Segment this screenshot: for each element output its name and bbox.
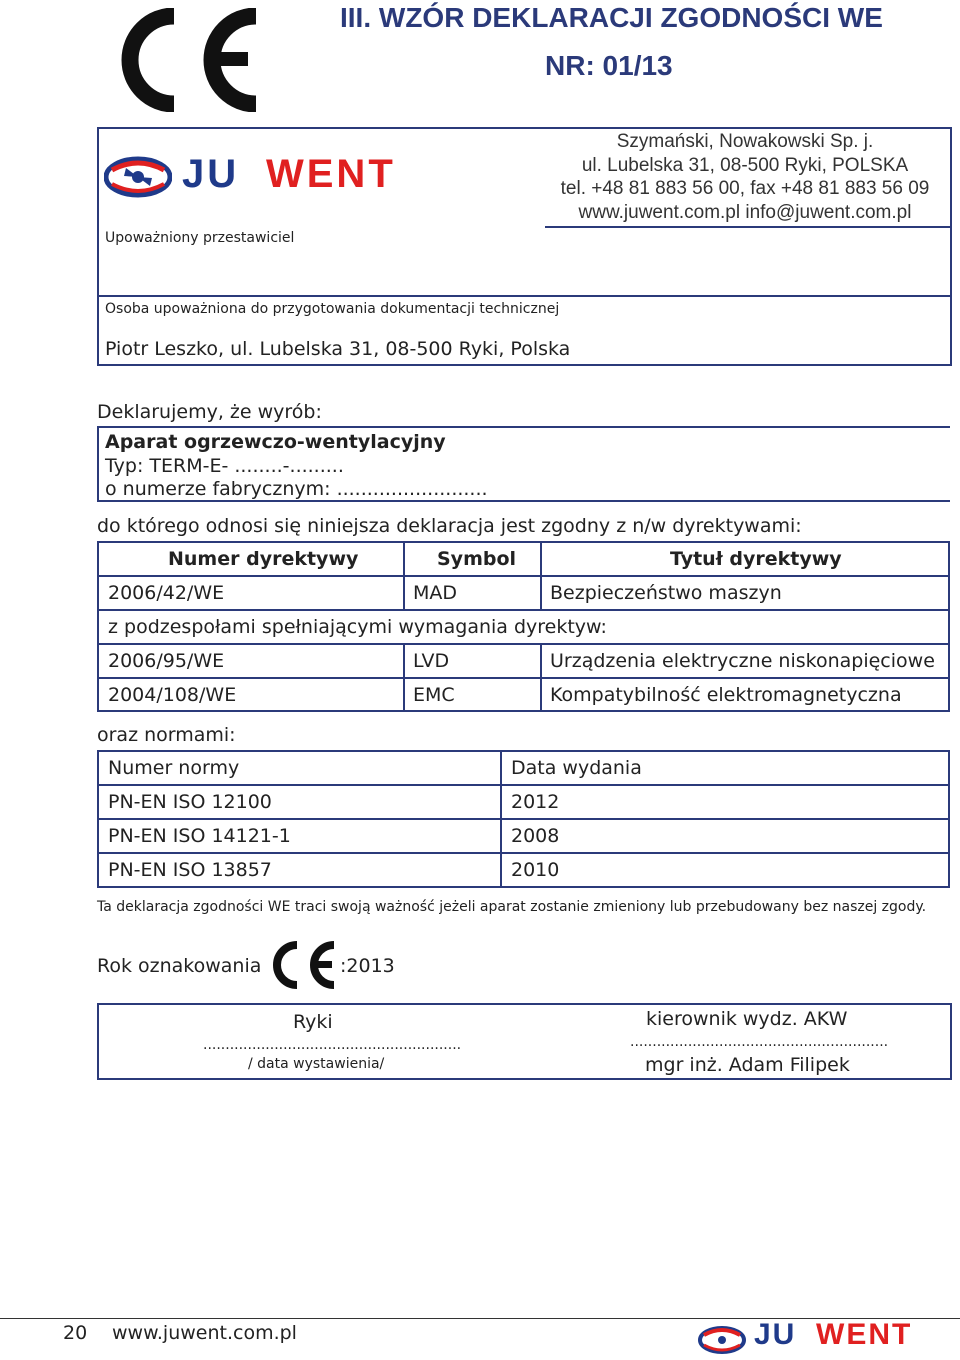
signature-place-dots: .......................................................... [203,1037,462,1053]
fan-emblem-icon [104,156,172,198]
directives-sub-label: z podzespołami spełniającymi wymagania dyrektyw: [108,616,607,638]
standard-date-cell: 2008 [511,825,560,847]
standards-header-date: Data wydania [511,757,642,779]
directives-header-title: Tytuł dyrektywy [670,548,842,570]
product-name: Aparat ogrzewczo-wentylacyjny [105,431,446,453]
directives-row-divider [97,677,950,679]
directives-header-symbol: Symbol [437,548,517,570]
standards-intro: oraz normami: [97,724,236,746]
address-underline [545,226,952,228]
marking-label: Rok oznakowania [97,955,262,977]
standards-row-divider [97,852,950,854]
footer-url[interactable]: www.juwent.com.pl [112,1322,297,1344]
signature-date-label: / data wystawienia/ [248,1056,385,1072]
standard-number-cell: PN-EN ISO 14121-1 [108,825,291,847]
directives-col-divider [540,643,542,712]
directive-symbol-cell: MAD [413,582,458,604]
juwent-logo [104,152,449,200]
directive-title-cell: Bezpieczeństwo maszyn [550,582,782,604]
directives-col-divider [540,541,542,611]
standards-row-divider [97,784,950,786]
footer-page-number: 20 [63,1322,88,1344]
directive-title-cell: Kompatybilność elektromagnetyczna [550,684,902,706]
standards-header-number: Numer normy [108,757,240,779]
logo-word-went: WENT [266,152,396,196]
logo-word-ju: JU [182,152,240,196]
directive-title-cell: Urządzenia elektryczne niskonapięciowe [550,650,935,672]
company-web: www.juwent.com.pl info@juwent.com.pl [578,202,912,223]
directives-row-divider [97,643,950,645]
directive-number-cell: 2006/42/WE [108,582,225,604]
document-title: III. WZÓR DEKLARACJI ZGODNOŚCI WE [340,2,883,33]
declaration-number: NR: 01/13 [545,50,673,81]
directives-col-divider [403,643,405,712]
standard-number-cell: PN-EN ISO 12100 [108,791,272,813]
marking-year: :2013 [340,955,395,977]
directives-header-number: Numer dyrektywy [168,548,359,570]
product-serial: o numerze fabrycznym: ......................... [105,478,488,500]
directive-number-cell: 2006/95/WE [108,650,225,672]
company-name: Szymański, Nowakowski Sp. j. [616,131,874,152]
company-phone: tel. +48 81 883 56 00, fax +48 81 883 56 09 [560,178,930,199]
signature-name: mgr inż. Adam Filipek [645,1054,850,1076]
directive-symbol-cell: LVD [413,650,450,672]
ce-mark-small-logo [270,940,338,990]
standard-number-cell: PN-EN ISO 13857 [108,859,272,881]
directives-row-divider [97,575,950,577]
fan-emblem-icon [698,1325,746,1355]
directive-number-cell: 2004/108/WE [108,684,237,706]
footer-logo-word-ju: JU [754,1318,797,1351]
product-type: Typ: TERM-E- ........-......... [105,455,344,477]
footer-logo-word-went: WENT [816,1318,913,1351]
standards-col-divider [500,750,502,888]
product-intro: Deklarujemy, że wyrób: [97,401,322,423]
directives-row-divider [97,609,950,611]
directive-symbol-cell: EMC [413,684,455,706]
standard-date-cell: 2012 [511,791,560,813]
signature-place: Ryki [293,1011,333,1033]
tech-doc-person: Piotr Leszko, ul. Lubelska 31, 08-500 Ryki, Polska [105,338,571,360]
tech-doc-label: Osoba upoważniona do przygotowania dokumentacji technicznej [105,301,560,317]
ce-mark-logo [116,8,261,112]
standard-date-cell: 2010 [511,859,560,881]
directives-col-divider [403,541,405,611]
signature-role-dots: .......................................................... [630,1034,889,1050]
footer-juwent-logo [698,1318,953,1355]
representative-label: Upoważniony przestawiciel [105,230,295,246]
directives-intro: do którego odnosi się niniejsza deklaracja jest zgodny z n/w dyrektywami: [97,515,802,537]
signature-role: kierownik wydz. AKW [646,1008,848,1030]
standards-row-divider [97,818,950,820]
validity-note: Ta deklaracja zgodności WE traci swoją ważność jeżeli aparat zostanie zmieniony lub przebudowany bez naszej zgody. [97,899,927,915]
company-address: ul. Lubelska 31, 08-500 Ryki, POLSKA [581,155,909,176]
